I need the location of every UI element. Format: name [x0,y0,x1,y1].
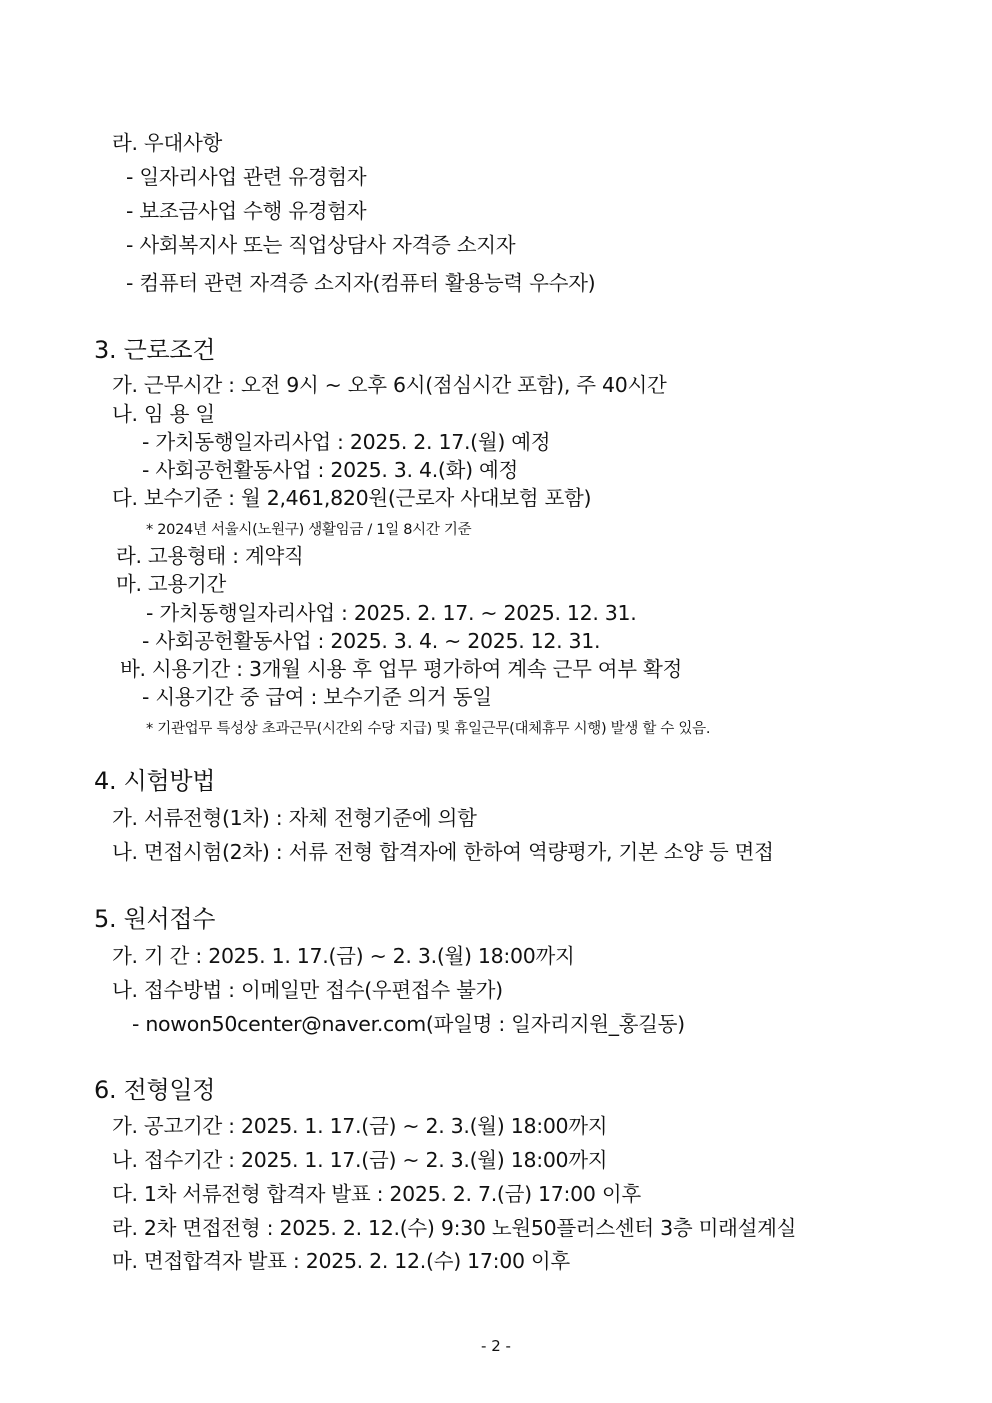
preference-item: - 일자리사업 관련 유경험자 [126,165,367,189]
employment-type: 라. 고용형태 : 계약직 [116,544,304,568]
section-heading-application: 5. 원서접수 [94,905,216,933]
appointment-date-item: - 가치동행일자리사업 : 2025. 2. 17.(월) 예정 [142,430,551,454]
preference-item: - 컴퓨터 관련 자격증 소지자(컴퓨터 활용능력 우수자) [126,271,596,295]
application-period: 가. 기 간 : 2025. 1. 17.(금) ~ 2. 3.(월) 18:00까지 [112,944,575,968]
preference-item: - 사회복지사 또는 직업상담사 자격증 소지자 [126,233,516,257]
probation-period: 바. 시용기간 : 3개월 시용 후 업무 평가하여 계속 근무 여부 확정 [120,657,683,681]
exam-method-item: 나. 면접시험(2차) : 서류 전형 합격자에 한하여 역량평가, 기본 소양 등 면접 [112,840,774,864]
appointment-date-title: 나. 임 용 일 [112,402,215,426]
section-heading-schedule: 6. 전형일정 [94,1076,216,1104]
pay-note: * 2024년 서울시(노원구) 생활임금 / 1일 8시간 기준 [146,522,472,538]
exam-method-item: 가. 서류전형(1차) : 자체 전형기준에 의함 [112,806,477,830]
schedule-item: 라. 2차 면접전형 : 2025. 2. 12.(수) 9:30 노원50플러스센터 3층 미래설계실 [112,1216,797,1240]
appointment-date-item: - 사회공헌활동사업 : 2025. 3. 4.(화) 예정 [142,458,519,482]
preference-item: - 보조금사업 수행 유경험자 [126,199,367,223]
overtime-note: * 기관업무 특성상 초과근무(시간외 수당 지급) 및 휴일근무(대체휴무 시행) 발생 할 수 있음. [146,721,711,737]
employment-period-item: - 사회공헌활동사업 : 2025. 3. 4. ~ 2025. 12. 31. [142,629,601,653]
pay-standard: 다. 보수기준 : 월 2,461,820원(근로자 사대보험 포함) [112,486,592,510]
application-method: 나. 접수방법 : 이메일만 접수(우편접수 불가) [112,978,503,1002]
section-heading-exam-method: 4. 시험방법 [94,767,216,795]
schedule-item: 마. 면접합격자 발표 : 2025. 2. 12.(수) 17:00 이후 [112,1249,570,1273]
employment-period-item: - 가치동행일자리사업 : 2025. 2. 17. ~ 2025. 12. 31. [146,601,637,625]
section-heading-working-conditions: 3. 근로조건 [94,336,216,364]
employment-period-title: 마. 고용기간 [116,572,226,596]
schedule-item: 나. 접수기간 : 2025. 1. 17.(금) ~ 2. 3.(월) 18:00까지 [112,1148,608,1172]
preferences-title: 라. 우대사항 [112,131,222,155]
schedule-item: 가. 공고기간 : 2025. 1. 17.(금) ~ 2. 3.(월) 18:00까지 [112,1114,608,1138]
work-hours: 가. 근무시간 : 오전 9시 ~ 오후 6시(점심시간 포함), 주 40시간 [112,373,667,397]
schedule-item: 다. 1차 서류전형 합격자 발표 : 2025. 2. 7.(금) 17:00 이후 [112,1182,641,1206]
page-number: - 2 - [481,1337,511,1355]
probation-pay: - 시용기간 중 급여 : 보수기준 의거 동일 [142,685,492,709]
application-email: - nowon50center@naver.com(파일명 : 일자리지원_홍길동) [132,1012,685,1036]
